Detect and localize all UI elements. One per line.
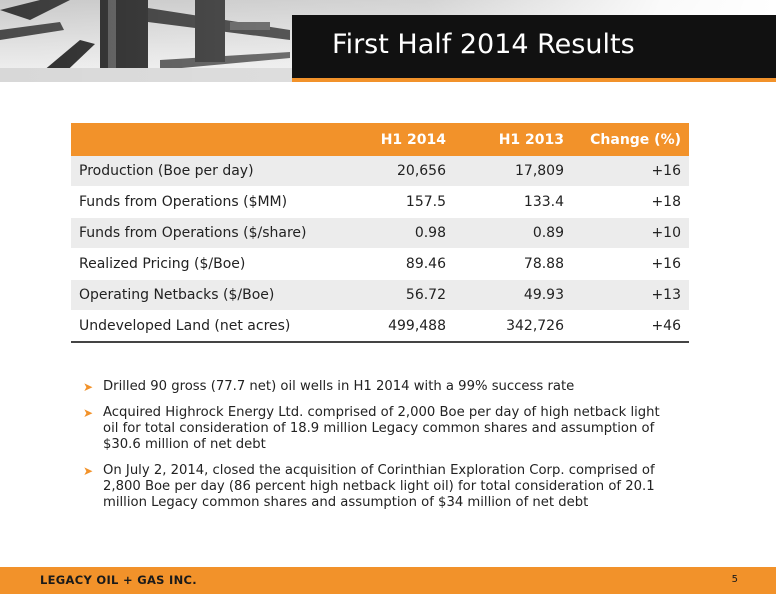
cell-h1-2013: 78.88 — [454, 249, 572, 280]
arrow-right-icon: ➤ — [83, 464, 94, 478]
row-label: Funds from Operations ($MM) — [71, 187, 338, 218]
bullet-line: Acquired Highrock Energy Ltd. comprised of 2,000 Boe per day of high netback light — [103, 405, 660, 420]
highlights-list — [83, 379, 683, 521]
cell-h1-2013: 0.89 — [454, 218, 572, 249]
footer-bar — [0, 567, 776, 594]
results-table — [71, 123, 689, 343]
cell-change: +13 — [572, 280, 689, 311]
title-accent-rule — [292, 78, 776, 82]
list-item — [83, 379, 683, 395]
table-row — [71, 249, 689, 280]
list-item — [83, 463, 683, 511]
bullet-line: million Legacy common shares and assumption of $34 million of net debt — [103, 495, 589, 510]
table-header-cell: Change (%) — [572, 123, 689, 156]
row-label: Realized Pricing ($/Boe) — [71, 249, 338, 280]
bullet-line: 2,800 Boe per day (86 percent high netback light oil) for total consideration of 20.1 — [103, 479, 655, 494]
table-header-cell: H1 2014 — [338, 123, 454, 156]
cell-h1-2013: 17,809 — [454, 156, 572, 187]
cell-h1-2014: 20,656 — [338, 156, 454, 187]
cell-change: +10 — [572, 218, 689, 249]
table-row — [71, 187, 689, 218]
table-row — [71, 156, 689, 187]
bullet-line: $30.6 million of net debt — [103, 437, 266, 452]
slide-title: First Half 2014 Results — [332, 29, 635, 60]
row-label: Funds from Operations ($/share) — [71, 218, 338, 249]
company-name: LEGACY OIL + GAS INC. — [40, 573, 197, 587]
cell-h1-2014: 499,488 — [338, 311, 454, 343]
row-label: Undeveloped Land (net acres) — [71, 311, 338, 343]
row-label: Operating Netbacks ($/Boe) — [71, 280, 338, 311]
arrow-right-icon: ➤ — [83, 380, 94, 394]
row-label: Production (Boe per day) — [71, 156, 338, 187]
cell-h1-2014: 0.98 — [338, 218, 454, 249]
table-row — [71, 311, 689, 343]
table-header-cell: H1 2013 — [454, 123, 572, 156]
cell-h1-2014: 157.5 — [338, 187, 454, 218]
cell-change: +46 — [572, 311, 689, 343]
table-row — [71, 280, 689, 311]
cell-change: +16 — [572, 249, 689, 280]
cell-h1-2013: 49.93 — [454, 280, 572, 311]
bullet-line: oil for total consideration of 18.9 million Legacy common shares and assumption of — [103, 421, 655, 436]
cell-h1-2014: 56.72 — [338, 280, 454, 311]
page-number: 5 — [731, 574, 738, 585]
table-row — [71, 218, 689, 249]
arrow-right-icon: ➤ — [83, 406, 94, 420]
bullet-line: On July 2, 2014, closed the acquisition of Corinthian Exploration Corp. comprised of — [103, 463, 655, 478]
list-item — [83, 405, 683, 453]
cell-change: +16 — [572, 156, 689, 187]
cell-h1-2013: 133.4 — [454, 187, 572, 218]
cell-change: +18 — [572, 187, 689, 218]
table-header-cell — [71, 123, 338, 156]
bullet-line: Drilled 90 gross (77.7 net) oil wells in H1 2014 with a 99% success rate — [103, 379, 575, 394]
cell-h1-2013: 342,726 — [454, 311, 572, 343]
table-header-row — [71, 123, 689, 156]
cell-h1-2014: 89.46 — [338, 249, 454, 280]
